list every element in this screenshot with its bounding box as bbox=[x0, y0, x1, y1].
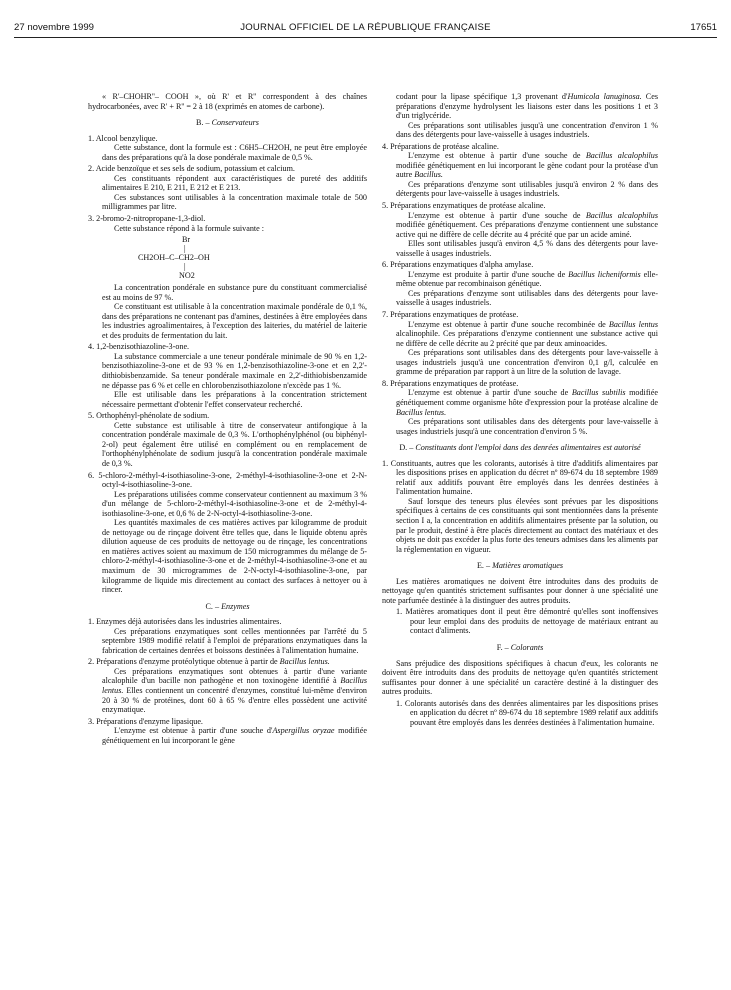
list-item-b6: 6. 5-chloro-2-méthyl-4-isothiasoline-3-one, 2-méthyl-4-isothiasoline-3-one et 2-N-octyl-4-isothiasoline-3-one. bbox=[88, 470, 368, 490]
formula-no2: NO2 bbox=[179, 271, 195, 281]
list-item-c2: 2. Préparations d'enzyme protéolytique obtenue à partir de Bacillus lentus. bbox=[88, 657, 330, 667]
paragraph: Ces préparations sont utilisables dans des détergents pour lave-vaisselle à usages industriels jusqu'à une concentration d'environ 0,1 g/l, calculée en gramme de préparation par rapport à un litre de la solution de lavage. bbox=[396, 348, 658, 377]
list-item-f1: 1. Colorants autorisés dans des denrées alimentaires par les dispositions prises en application du décret nº 89-674 du 18 septembre 1989 relatif aux additifs pouvant être employés dans les denrées destinées à l'alimentation humaine. bbox=[396, 698, 659, 727]
paragraph: Ces substances sont utilisables à la concentration maximale totale de 500 milligrammes par litre. bbox=[102, 192, 367, 212]
list-item-d1: 1. Constituants, autres que les colorants, autorisés à titre d'additifs alimentaires par les dispositions prises en application du décret nº 89-674 du 18 septembre 1989 relatif aux additifs pouvant être employés dans les denrées destinées à l'alimentation humaine. bbox=[382, 458, 658, 497]
section-heading-f: F. – Colorants bbox=[496, 642, 544, 652]
paragraph: Ces préparations sont utilisables jusqu'à une concentration d'environ 1 % dans des détergents pour lave-vaisselle à usages industriels. bbox=[396, 120, 658, 140]
paragraph: Cette substance, dont la formule est : C6H5–CH2OH, ne peut être employée dans des préparations qu'à la dose pondérale maximale de 0,5 %. bbox=[102, 143, 367, 162]
list-item-e1: 1. Matières aromatiques dont il peut être démontré qu'elles sont inoffensives pour leur emploi dans des produits de nettoyage de matériaux entrant au contact d'aliments. bbox=[396, 607, 658, 636]
paragraph: Cette substance répond à la formule suivante : bbox=[114, 223, 265, 233]
list-item-c3: 3. Préparations d'enzyme lipasique. bbox=[88, 716, 203, 726]
paragraph: Cette substance est utilisable à titre de conservateur antifongique à la concentration pondérale maximale de 0,3 %. L'orthophénylphénol (ou biphényl-2-ol) peut également être utilisé en complément ou en remplacement de l'orthophénylphénolate de sodium jusqu'à la concentration pondérale maximale de 0,3 %. bbox=[102, 420, 367, 468]
list-item-c7: 7. Préparations enzymatiques de protéase. bbox=[382, 310, 519, 320]
formula-bond-bottom: | bbox=[184, 262, 186, 272]
paragraph: L'enzyme est obtenue à partir d'une souche de Bacillus alcalophilus modifiée génétiquement en lui incorporant le gène codant pour la protéase d'un autre Bacillus. bbox=[396, 151, 658, 180]
page-header bbox=[14, 22, 717, 36]
paragraph: L'enzyme est obtenue à partir d'une souche recombinée de Bacillus lentus alcalinophile. Ces préparations d'enzyme contiennent une substance active qui ne diffère de celle décrite au 2 précité que par deux aminoacides. bbox=[396, 319, 658, 348]
list-item-c1: 1. Enzymes déjà autorisées dans les industries alimentaires. bbox=[88, 617, 282, 627]
list-item-c8: 8. Préparations enzymatiques de protéase. bbox=[382, 378, 519, 388]
paragraph: Elles sont utilisables jusqu'à environ 4,5 % dans des détergents pour lave-vaisselle à usages industriels. bbox=[396, 239, 658, 258]
formula-br: Br bbox=[182, 235, 191, 245]
list-item-b5: 5. Orthophényl-phénolate de sodium. bbox=[88, 411, 210, 421]
paragraph: Ces préparations sont utilisables dans des détergents pour lave-vaisselle à usages industriels jusqu'à une concentration d'environ 5 %. bbox=[396, 417, 658, 436]
header-journal-title: JOURNAL OFFICIEL DE LA RÉPUBLIQUE FRANÇAISE bbox=[240, 22, 491, 33]
paragraph: Les quantités maximales de ces matières actives par kilogramme de produit de nettoyage ou de rinçage doivent être telles que, dans le liquide obtenu après dilution aqueuse de ces produits de nettoyage ou de rinçage, les concentrations en matières actives soient au maximum de 150 microgrammes du mélange de 5-chloro-2-méthyl-4-isothiasoline-3-one et de 2-méthyl-4-isothiasoline-3-one et au maximum de 30 microgrammes de 2-N-octyl-4-isothiasoline-3-one, par kilogramme de liquide mis directement au contact des surfaces à nettoyer ou à rincer. bbox=[102, 518, 367, 595]
list-item-c5: 5. Préparations enzymatiques de protéase alcaline. bbox=[382, 201, 546, 211]
chemical-formula bbox=[102, 234, 367, 282]
paragraph: Elle est utilisable dans les préparations à la concentration strictement nécessaire permettant d'obtenir l'effet conservateur recherché. bbox=[102, 390, 367, 409]
paragraph: La substance commerciale a une teneur pondérale minimale de 90 % en 1,2-benzisothiazoline-3-one et de 93 % en 1,2-benzisothiazoline-3-one et en 2,2'-dithiobisbenzamide. Sa teneur pondérale maximale en 2,2'-dithiobisbenzamide ne dépasse pas 6 % et celle en chlorobenzisothiazolone n'excède pas 1 %. bbox=[102, 351, 367, 390]
left-column bbox=[88, 92, 367, 745]
formula-bond-top: | bbox=[184, 244, 186, 254]
header-date: 27 novembre 1999 bbox=[14, 22, 95, 33]
paragraph: Ces préparations d'enzyme sont utilisables dans des détergents pour lave-vaisselle à usages industriels. bbox=[396, 288, 658, 308]
paragraph: Les matières aromatiques ne doivent être introduites dans des produits de nettoyage qu'en quantités strictement suffisantes pour donner à une spécialité une note parfumée destinée à la distinguer des autres produits. bbox=[382, 576, 658, 605]
formula-main: CH2OH–C–CH2–OH bbox=[138, 253, 210, 263]
paragraph: Sans préjudice des dispositions spécifiques à chacun d'eux, les colorants ne doivent être introduits dans des produits de nettoyage qu'en quantités strictement suffisantes pour donner à une spécialité un caractère destiné à la distinguer des autres produits. bbox=[382, 658, 658, 697]
list-item-b2: 2. Acide benzoïque et ses sels de sodium, potassium et calcium. bbox=[88, 164, 295, 174]
paragraph: Ces préparations enzymatiques sont obtenues à partir d'une variante alcalophile d'un bacille non pathogène et non toxinogène identifié à Bacillus lentus. Elles contiennent un concentré d'enzymes, constitué lui-même d'environ 20 à 30 % de protéines, dont 60 à 65 % d'entre elles possèdent une activité enzymatique. bbox=[102, 666, 367, 715]
list-item-b1: 1. Alcool benzylique. bbox=[88, 133, 158, 143]
paragraph: L'enzyme est obtenue à partir d'une souche de Bacillus alcalophilus modifiée génétiquement. Ces préparations d'enzyme contiennent une substance active qui ne diffère de celle décrite au 4 précité que par un acide aminé. bbox=[396, 210, 658, 239]
paragraph: Sauf lorsque des teneurs plus élevées sont prévues par les dispositions spécifiques à certains de ces constituants qui sont mentionnées dans la présente section I a, la concentration en additifs alimentaires présente par la solution, ou par le produit, destiné à être placés directement au contact des matériaux et des objets ne doit pas excéder la plus forte des teneurs admises dans les aliments par la réglementation en vigueur. bbox=[396, 496, 658, 554]
paragraph: L'enzyme est produite à partir d'une souche de Bacillus licheniformis elle-même obtenue par recombinaison génétique. bbox=[396, 269, 658, 289]
header-page-number: 17651 bbox=[690, 22, 717, 33]
paragraph: L'enzyme est obtenue à partir d'une souche de Bacillus subtilis modifiée génétiquement comme organisme hôte d'expression pour la protéase alcaline de Bacillus lentus. bbox=[396, 388, 658, 417]
section-heading-e: E. – Matières aromatiques bbox=[476, 561, 564, 571]
section-heading-b: B. – Conservateurs bbox=[196, 118, 259, 128]
paragraph: codant pour la lipase spécifique 1,3 provenant d'Humicola lanuginosa. Ces préparations d'enzyme hydrolysent les liaisons ester dans les positions 1 et 3 d'un triglycéride. bbox=[396, 92, 658, 121]
section-heading-c: C. – Enzymes bbox=[205, 601, 250, 611]
paragraph: « R'–CHOHR''– COOH », où R' et R'' correspondent à des chaînes hydrocarbonées, avec R' + R'' = 2 à 18 (exprimés en atomes de carbone). bbox=[88, 92, 367, 111]
list-item-b3: 3. 2-bromo-2-nitropropane-1,3-diol. bbox=[88, 214, 206, 224]
paragraph: Ces préparations d'enzyme sont utilisables jusqu'à environ 2 % dans des détergents pour lave-vaisselle à usages industriels. bbox=[396, 179, 658, 199]
paragraph: Ces constituants répondent aux caractéristiques de pureté des additifs alimentaires E 210, E 211, E 212 et E 213. bbox=[102, 173, 367, 193]
section-heading-d: D. – Constituants dont l'emploi dans des denrées alimentaires est autorisé bbox=[399, 443, 641, 453]
paragraph: Les préparations utilisées comme conservateur contiennent au maximum 3 % d'un mélange de 5-chloro-2-méthyl-4-isothiasoline-3-one et de 2-méthyl-4-isothiasoline-3-one, et 0,6 % de 2-N-octyl-4-isothiasoline-3-one. bbox=[102, 489, 367, 518]
right-column bbox=[382, 92, 658, 727]
header-rule bbox=[14, 37, 717, 38]
paragraph: L'enzyme est obtenue à partir d'une souche d'Aspergillus oryzae modifiée génétiquement en lui incorporant le gène bbox=[102, 726, 368, 745]
list-item-c6: 6. Préparations enzymatiques d'alpha amylase. bbox=[382, 260, 534, 270]
paragraph: Ce constituant est utilisable à la concentration maximale pondérale de 0,1 %, dans des préparations ne contenant pas d'amines, destinées à être employées dans les industries agroalimentaires, à l'exception des laiteries, du matériel de laiterie et des produits de fermentation du lait. bbox=[102, 302, 367, 340]
paragraph: La concentration pondérale en substance pure du constituant commercialisé est au moins de 97 %. bbox=[102, 283, 367, 302]
list-item-c4: 4. Préparations de protéase alcaline. bbox=[382, 141, 499, 151]
list-item-b4: 4. 1,2-benzisothiazoline-3-one. bbox=[88, 342, 190, 352]
paragraph: Ces préparations enzymatiques sont celles mentionnées par l'arrêté du 5 septembre 1989 modifié relatif à l'emploi de préparations enzymatiques dans la fabrication de certaines denrées et boissons destinées à l'alimentation humaine. bbox=[102, 626, 367, 655]
